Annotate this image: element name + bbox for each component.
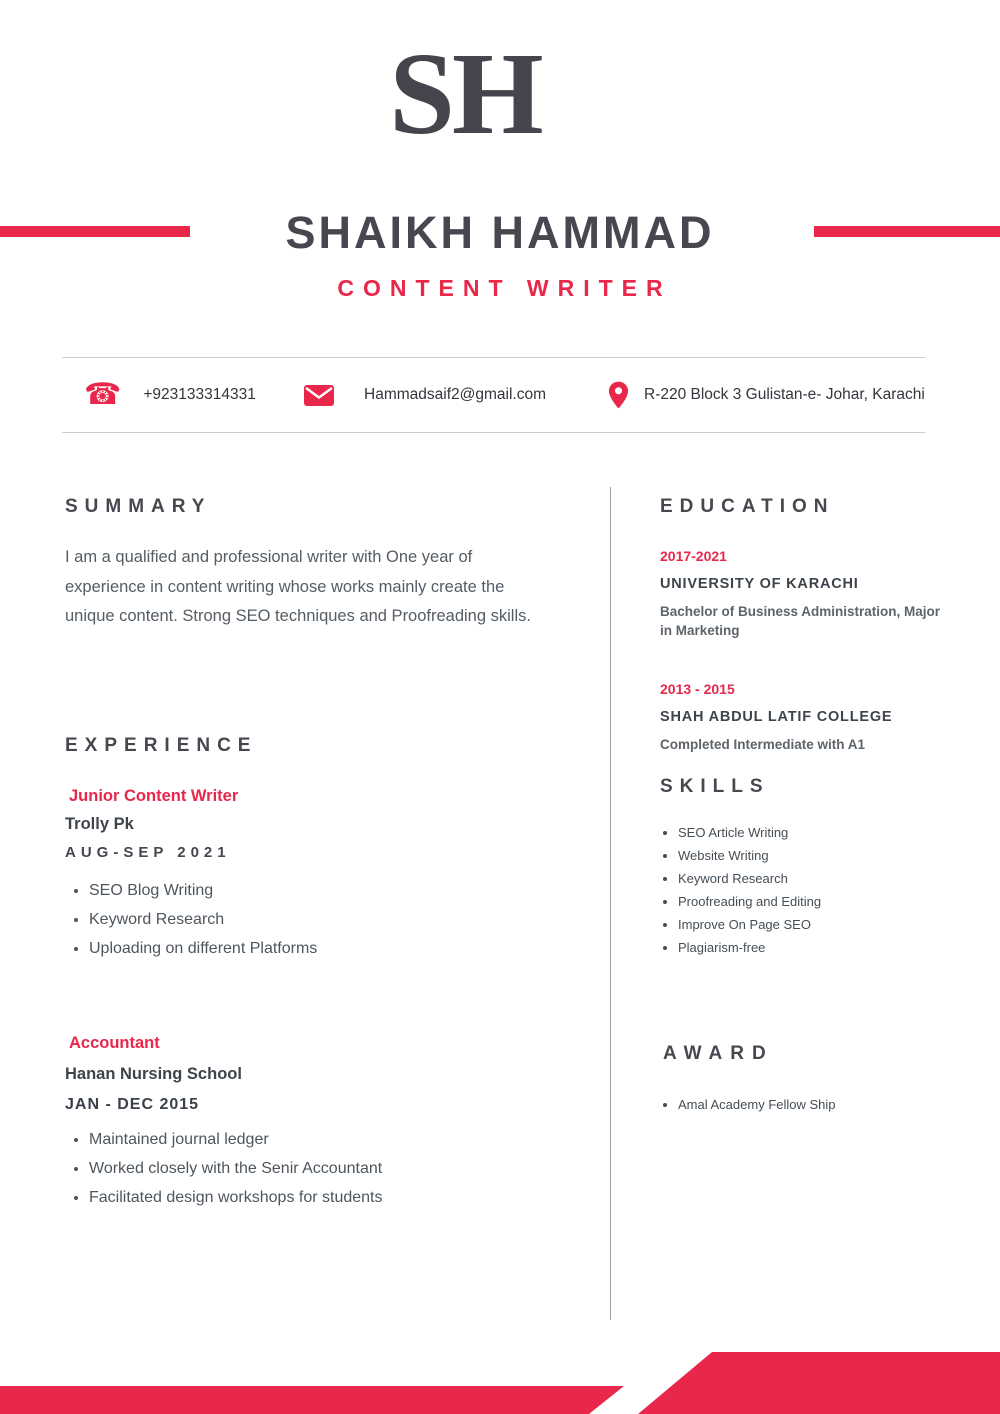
- job-dates: JAN - DEC 2015: [65, 1096, 200, 1113]
- bullet-item: • Maintained journal ledger: [89, 1129, 545, 1151]
- bullet-item: • Keyword Research: [89, 909, 545, 931]
- award-heading: AWARD: [663, 1043, 774, 1064]
- column-divider: [610, 487, 611, 1320]
- person-name: SHAIKH HAMMAD: [285, 207, 715, 258]
- postal-address: R-220 Block 3 Gulistan-e- Johar, Karachi: [644, 386, 925, 403]
- envelope-icon: [304, 385, 334, 406]
- job-role: Junior Content Writer: [69, 787, 239, 805]
- job-bullet-list: [65, 880, 545, 960]
- skills-bullet-list: [660, 826, 940, 954]
- skill-item: • Plagiarism-free: [678, 941, 940, 954]
- skills-heading: SKILLS: [660, 776, 770, 797]
- footer-ribbon: [0, 1352, 1000, 1414]
- contact-phone: [84, 358, 256, 432]
- education-entry: [660, 681, 955, 755]
- summary-heading: SUMMARY: [65, 496, 212, 517]
- experience-entry: [65, 1034, 545, 1216]
- phone-number: +923133314331: [143, 386, 256, 403]
- education-school: UNIVERSITY OF KARACHI: [660, 576, 859, 592]
- job-bullet-list: [65, 1129, 545, 1209]
- education-detail: Bachelor of Business Administration, Major in Marketing: [660, 604, 941, 638]
- job-company: Hanan Nursing School: [65, 1065, 242, 1083]
- education-school: SHAH ABDUL LATIF COLLEGE: [660, 709, 893, 725]
- job-role: Accountant: [69, 1034, 160, 1052]
- education-dates: 2013 - 2015: [660, 681, 735, 697]
- skill-item: • Keyword Research: [678, 872, 940, 885]
- bullet-item: • SEO Blog Writing: [89, 880, 545, 902]
- contact-email: [304, 358, 546, 432]
- award-list: [660, 1098, 950, 1112]
- job-company: Trolly Pk: [65, 815, 134, 833]
- skill-item: • SEO Article Writing: [678, 826, 940, 839]
- monogram-logo: SH: [389, 28, 541, 159]
- location-pin-icon: [607, 380, 630, 410]
- education-dates: 2017-2021: [660, 548, 727, 564]
- contact-address: [607, 358, 925, 432]
- education-entry: [660, 548, 955, 640]
- skill-item: • Improve On Page SEO: [678, 918, 940, 931]
- person-title: CONTENT WRITER: [337, 275, 672, 301]
- education-heading: EDUCATION: [660, 496, 835, 517]
- contact-bar: [62, 357, 925, 433]
- bullet-item: • Facilitated design workshops for students: [89, 1187, 545, 1209]
- email-address: Hammadsaif2@gmail.com: [364, 386, 546, 403]
- skill-item: • Proofreading and Editing: [678, 895, 940, 908]
- job-dates: AUG-SEP 2021: [65, 844, 231, 861]
- bullet-item: • Worked closely with the Senir Accountant: [89, 1158, 545, 1180]
- summary-text: I am a qualified and professional writer with One year of experience in content writing whose works mainly create the unique content. Strong SEO techniques and Proofreading skills.: [65, 548, 531, 625]
- education-detail: Completed Intermediate with A1: [660, 737, 866, 752]
- skill-item: • Website Writing: [678, 849, 940, 862]
- experience-entry: [65, 787, 545, 967]
- bullet-item: • Uploading on different Platforms: [89, 938, 545, 960]
- experience-heading: EXPERIENCE: [65, 735, 258, 756]
- award-item: • Amal Academy Fellow Ship: [678, 1098, 950, 1112]
- award-bullet-list: [660, 1098, 950, 1112]
- skills-list: [660, 826, 940, 964]
- phone-icon: ☎: [84, 377, 122, 412]
